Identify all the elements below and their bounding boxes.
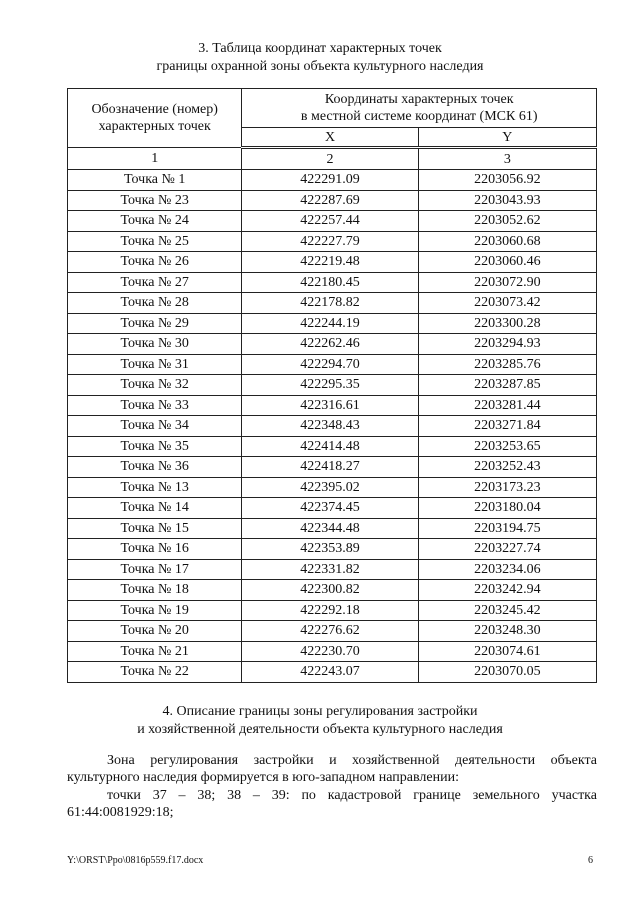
y-coordinate-cell: 2203300.28 [418,313,596,334]
point-cell: Точка № 13 [68,477,242,498]
y-coordinate-cell: 2203287.85 [418,375,596,396]
coordinates-table [67,88,597,683]
x-coordinate-cell: 422344.48 [242,518,418,539]
x-coordinate-cell: 422331.82 [242,559,418,580]
x-coordinate-cell: 422292.18 [242,600,418,621]
table-row [68,293,597,314]
y-header: Y [418,128,596,148]
y-coordinate-cell: 2203070.05 [418,662,596,683]
y-coordinate-cell: 2203060.46 [418,252,596,273]
point-cell: Точка № 15 [68,518,242,539]
x-coordinate-cell: 422244.19 [242,313,418,334]
table-row [68,190,597,211]
section-4-title-line-2: и хозяйственной деятельности объекта культурного наследия [137,722,503,737]
y-coordinate-cell: 2203056.92 [418,170,596,191]
x-coordinate-cell: 422295.35 [242,375,418,396]
point-cell: Точка № 25 [68,231,242,252]
table-row [68,477,597,498]
y-coordinate-cell: 2203285.76 [418,354,596,375]
point-cell: Точка № 30 [68,334,242,355]
x-coordinate-cell: 422276.62 [242,621,418,642]
point-cell: Точка № 26 [68,252,242,273]
section-4-paragraph-1: Зона регулирования застройки и хозяйственной деятельности объекта культурного наследия формируется в юго-западном направлении: [67,753,597,785]
x-coordinate-cell: 422348.43 [242,416,418,437]
x-coordinate-cell: 422262.46 [242,334,418,355]
x-coordinate-cell: 422418.27 [242,457,418,478]
column-number-3: 3 [418,148,596,170]
table-row [68,580,597,601]
x-coordinate-cell: 422374.45 [242,498,418,519]
table-header-row [68,89,597,128]
y-coordinate-cell: 2203294.93 [418,334,596,355]
point-cell: Точка № 33 [68,395,242,416]
point-cell: Точка № 36 [68,457,242,478]
table-row [68,313,597,334]
point-cell: Точка № 18 [68,580,242,601]
table-row [68,518,597,539]
table-row [68,641,597,662]
x-coordinate-cell: 422219.48 [242,252,418,273]
y-coordinate-cell: 2203281.44 [418,395,596,416]
y-coordinate-cell: 2203242.94 [418,580,596,601]
point-cell: Точка № 32 [68,375,242,396]
table-row [68,334,597,355]
section-4-paragraph-2: точки 37 – 38; 38 – 39: по кадастровой границе земельного участка 61:44:0081929:18; [67,788,597,820]
x-coordinate-cell: 422395.02 [242,477,418,498]
point-cell: Точка № 23 [68,190,242,211]
point-designation-header [68,89,242,148]
table-row [68,231,597,252]
y-coordinate-cell: 2203074.61 [418,641,596,662]
point-cell: Точка № 1 [68,170,242,191]
table-row [68,416,597,437]
point-cell: Точка № 19 [68,600,242,621]
y-coordinate-cell: 2203253.65 [418,436,596,457]
section-3-title-line-1: 3. Таблица координат характерных точек [198,41,442,56]
y-coordinate-cell: 2203180.04 [418,498,596,519]
y-coordinate-cell: 2203271.84 [418,416,596,437]
y-coordinate-cell: 2203252.43 [418,457,596,478]
point-cell: Точка № 20 [68,621,242,642]
section-3-title [0,40,640,76]
column-number-row [68,148,597,170]
y-coordinate-cell: 2203060.68 [418,231,596,252]
column-number-1: 1 [68,148,242,170]
column-number-2: 2 [242,148,418,170]
point-designation-header-line-1: Обозначение (номер) [91,102,218,117]
table-row [68,272,597,293]
table-row [68,211,597,232]
coordinates-header [242,89,597,128]
x-coordinate-cell: 422180.45 [242,272,418,293]
x-coordinate-cell: 422316.61 [242,395,418,416]
footer-page-number: 6 [588,855,593,866]
point-cell: Точка № 35 [68,436,242,457]
x-coordinate-cell: 422353.89 [242,539,418,560]
point-cell: Точка № 29 [68,313,242,334]
x-coordinate-cell: 422178.82 [242,293,418,314]
section-4-title-line-1: 4. Описание границы зоны регулирования застройки [162,704,478,719]
coordinates-header-line-1: Координаты характерных точек [324,92,514,107]
y-coordinate-cell: 2203052.62 [418,211,596,232]
point-cell: Точка № 24 [68,211,242,232]
y-coordinate-cell: 2203227.74 [418,539,596,560]
table-row [68,375,597,396]
table-row [68,395,597,416]
point-cell: Точка № 27 [68,272,242,293]
x-coordinate-cell: 422414.48 [242,436,418,457]
table-row [68,662,597,683]
y-coordinate-cell: 2203234.06 [418,559,596,580]
table-row [68,252,597,273]
point-cell: Точка № 17 [68,559,242,580]
table-row [68,539,597,560]
y-coordinate-cell: 2203072.90 [418,272,596,293]
x-coordinate-cell: 422230.70 [242,641,418,662]
point-cell: Точка № 34 [68,416,242,437]
y-coordinate-cell: 2203073.42 [418,293,596,314]
x-header: X [242,128,418,148]
table-row [68,600,597,621]
point-cell: Точка № 14 [68,498,242,519]
x-coordinate-cell: 422294.70 [242,354,418,375]
section-4-title [0,703,640,739]
x-coordinate-cell: 422257.44 [242,211,418,232]
x-coordinate-cell: 422243.07 [242,662,418,683]
point-cell: Точка № 16 [68,539,242,560]
x-coordinate-cell: 422287.69 [242,190,418,211]
coordinates-header-line-2: в местной системе координат (МСК 61) [300,109,538,124]
y-coordinate-cell: 2203245.42 [418,600,596,621]
table-row [68,559,597,580]
x-coordinate-cell: 422227.79 [242,231,418,252]
table-row [68,498,597,519]
point-cell: Точка № 31 [68,354,242,375]
footer-file-path: Y:\ORST\Ppo\0816p559.f17.docx [67,855,204,866]
x-coordinate-cell: 422300.82 [242,580,418,601]
table-row [68,354,597,375]
table-row [68,457,597,478]
table-row [68,170,597,191]
y-coordinate-cell: 2203248.30 [418,621,596,642]
point-cell: Точка № 22 [68,662,242,683]
y-coordinate-cell: 2203194.75 [418,518,596,539]
point-designation-header-line-2: характерных точек [98,119,211,134]
y-coordinate-cell: 2203043.93 [418,190,596,211]
point-cell: Точка № 21 [68,641,242,662]
point-cell: Точка № 28 [68,293,242,314]
table-row [68,436,597,457]
section-3-title-line-2: границы охранной зоны объекта культурного наследия [156,59,484,74]
y-coordinate-cell: 2203173.23 [418,477,596,498]
x-coordinate-cell: 422291.09 [242,170,418,191]
table-row [68,621,597,642]
